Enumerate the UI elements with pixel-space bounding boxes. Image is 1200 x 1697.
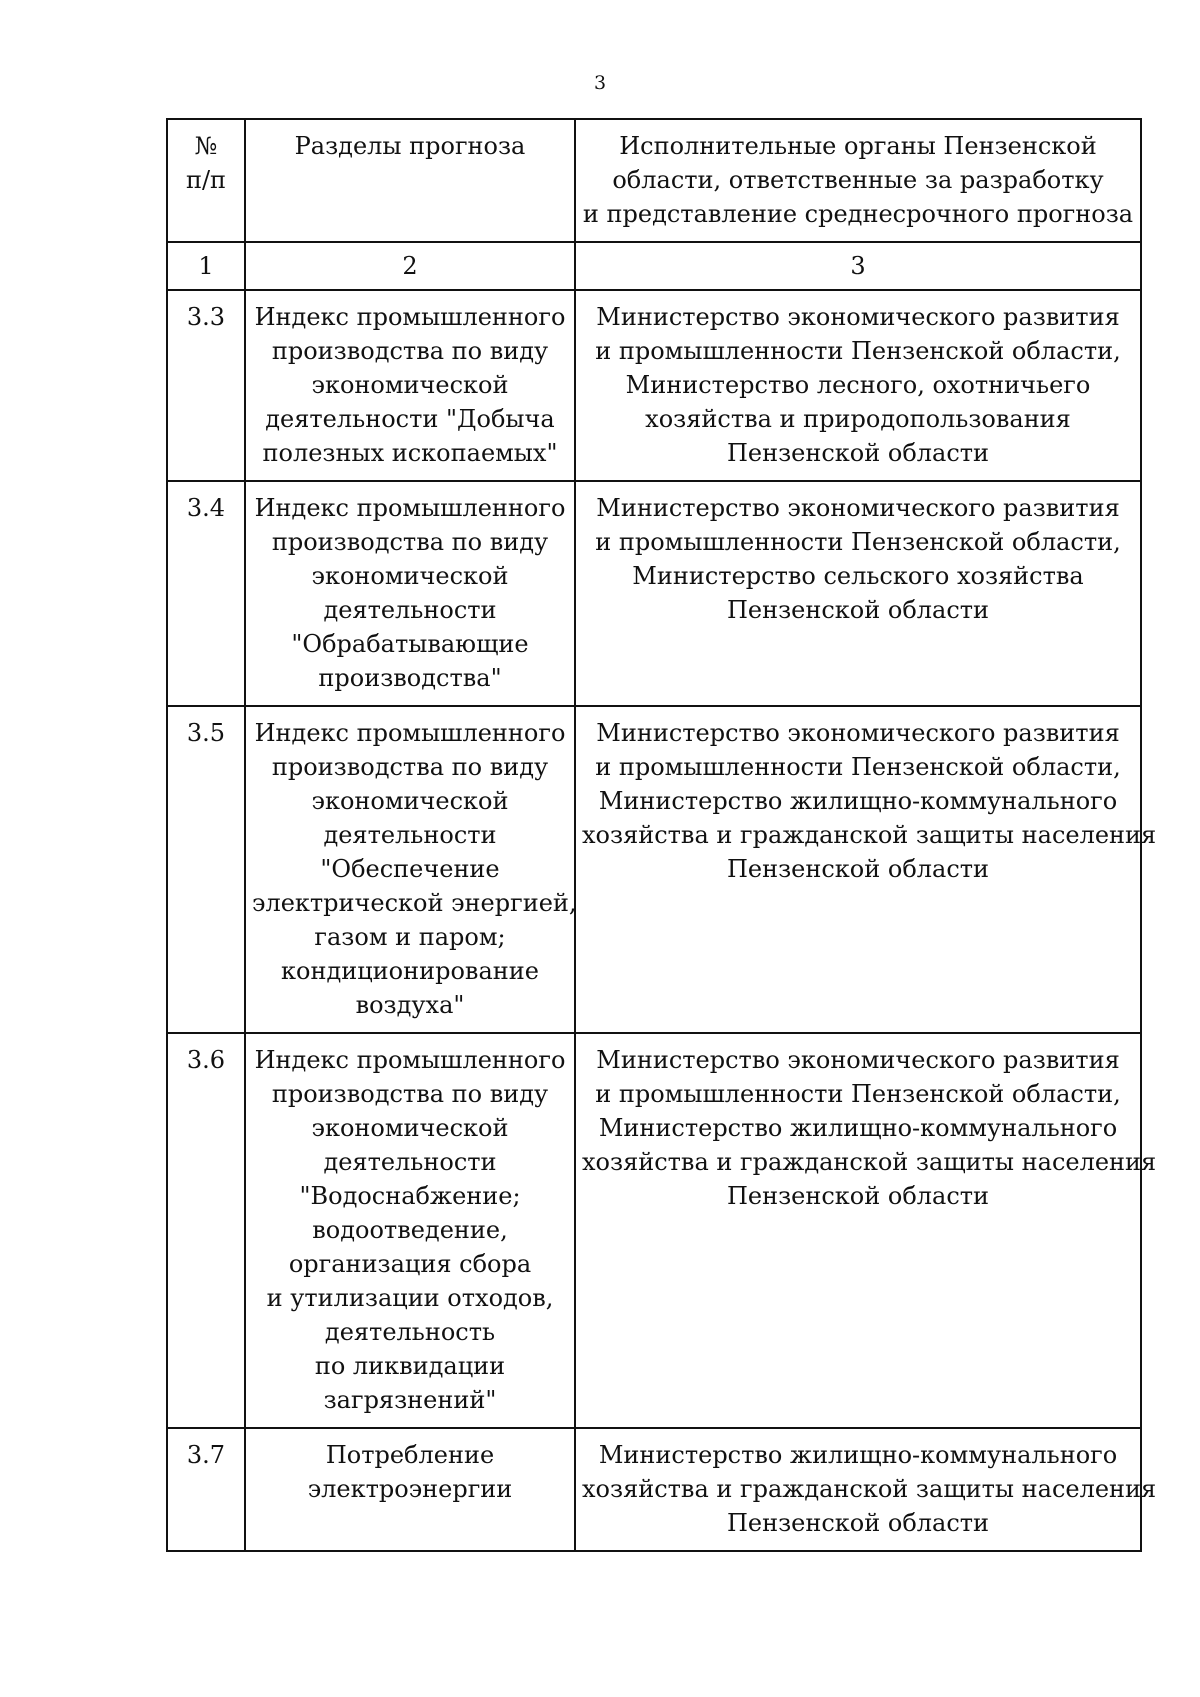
row-number-cell: 3.6 (167, 1033, 245, 1428)
section-text-line: деятельности (323, 1148, 497, 1176)
bodies-text-line: Министерство экономического развития (596, 1046, 1120, 1074)
page-number: 3 (593, 72, 607, 94)
header-text-line: и представление среднесрочного прогноза (582, 200, 1134, 228)
section-text-line: и утилизации отходов, (266, 1284, 554, 1312)
bodies-text-line: Пензенской области (726, 1182, 990, 1210)
row-number-cell: 3.5 (167, 706, 245, 1033)
header-text-line: № (194, 132, 218, 160)
section-text-line: "Водоснабжение; (299, 1182, 521, 1210)
section-text-line: экономической (311, 562, 509, 590)
row-section-cell (245, 290, 575, 481)
bodies-text-line: Министерство жилищно-коммунального (598, 1114, 1118, 1142)
section-text-line: производства по виду (271, 337, 549, 365)
section-text-line: экономической (311, 787, 509, 815)
table-row (167, 290, 1141, 481)
section-text-line: производства по виду (271, 1080, 549, 1108)
forecast-sections-table (166, 118, 1157, 1552)
row-section-cell (245, 1428, 575, 1551)
section-text-line: Индекс промышленного (254, 494, 566, 522)
row-bodies-cell (575, 1033, 1157, 1428)
header-text-line: области, ответственные за разработку (612, 166, 1104, 194)
bodies-text-line: Пензенской области (726, 855, 990, 883)
table-row (167, 1033, 1141, 1428)
bodies-text-line: и промышленности Пензенской области, (595, 753, 1121, 781)
bodies-text-line: Министерство экономического развития (596, 303, 1120, 331)
section-text-line: Индекс промышленного (254, 719, 566, 747)
section-text-line: производства по виду (271, 528, 549, 556)
section-text-line: производства по виду (271, 753, 549, 781)
bodies-text-line: Пензенской области (726, 1509, 990, 1537)
table-row (167, 1428, 1141, 1551)
header-sections-cell (245, 119, 575, 242)
row-section-cell (245, 481, 575, 706)
column-number-cell: 1 (167, 242, 245, 290)
bodies-text-line: Министерство сельского хозяйства (632, 562, 1084, 590)
section-text-line: экономической (311, 1114, 509, 1142)
section-text-line: Потребление (325, 1441, 495, 1469)
row-section-cell (245, 706, 575, 1033)
section-text-line: электрической энергией, (252, 889, 577, 917)
column-number-cell: 3 (575, 242, 1141, 290)
section-text-line: производства" (318, 664, 502, 692)
row-number-cell: 3.7 (167, 1428, 245, 1551)
bodies-text-line: Министерство жилищно-коммунального (598, 1441, 1118, 1469)
row-bodies-cell (575, 1428, 1157, 1551)
section-text-line: деятельности (323, 821, 497, 849)
section-text-line: газом и паром; (314, 923, 506, 951)
section-text-line: полезных ископаемых" (262, 439, 558, 467)
section-text-line: экономической (311, 371, 509, 399)
row-section-cell (245, 1033, 575, 1428)
column-number-cell: 2 (245, 242, 575, 290)
row-bodies-cell (575, 481, 1141, 706)
section-text-line: "Обеспечение (320, 855, 500, 883)
row-number-cell: 3.4 (167, 481, 245, 706)
row-bodies-cell (575, 706, 1157, 1033)
bodies-text-line: хозяйства и гражданской защиты населения (582, 1148, 1157, 1176)
section-text-line: деятельности "Добыча (265, 405, 555, 433)
section-text-line: организация сбора (288, 1250, 532, 1278)
table-header-row (167, 119, 1141, 242)
section-text-line: по ликвидации (314, 1352, 506, 1380)
section-text-line: водоотведение, (312, 1216, 508, 1244)
bodies-text-line: и промышленности Пензенской области, (595, 528, 1121, 556)
bodies-text-line: хозяйства и природопользования (645, 405, 1071, 433)
bodies-text-line: Министерство лесного, охотничьего (625, 371, 1091, 399)
bodies-text-line: Пензенской области (726, 439, 990, 467)
row-bodies-cell (575, 290, 1141, 481)
header-text-line: п/п (185, 166, 227, 194)
section-text-line: деятельности (323, 596, 497, 624)
table-row (167, 481, 1141, 706)
section-text-line: "Обрабатывающие (291, 630, 529, 658)
header-bodies-cell (575, 119, 1141, 242)
bodies-text-line: Министерство жилищно-коммунального (598, 787, 1118, 815)
column-number-row (167, 242, 1141, 290)
section-text-line: Индекс промышленного (254, 303, 566, 331)
table-row (167, 706, 1141, 1033)
section-text-line: загрязнений" (323, 1386, 497, 1414)
bodies-text-line: и промышленности Пензенской области, (595, 1080, 1121, 1108)
bodies-text-line: Министерство экономического развития (596, 719, 1120, 747)
bodies-text-line: и промышленности Пензенской области, (595, 337, 1121, 365)
section-text-line: электроэнергии (307, 1475, 513, 1503)
header-text-line: Исполнительные органы Пензенской (619, 132, 1097, 160)
section-text-line: деятельность (324, 1318, 496, 1346)
row-number-cell: 3.3 (167, 290, 245, 481)
header-number-cell (167, 119, 245, 242)
bodies-text-line: Пензенской области (726, 596, 990, 624)
section-text-line: воздуха" (355, 991, 465, 1019)
bodies-text-line: хозяйства и гражданской защиты населения (582, 821, 1157, 849)
header-text-line: Разделы прогноза (294, 132, 526, 160)
section-text-line: кондиционирование (281, 957, 539, 985)
bodies-text-line: Министерство экономического развития (596, 494, 1120, 522)
bodies-text-line: хозяйства и гражданской защиты населения (582, 1475, 1157, 1503)
section-text-line: Индекс промышленного (254, 1046, 566, 1074)
